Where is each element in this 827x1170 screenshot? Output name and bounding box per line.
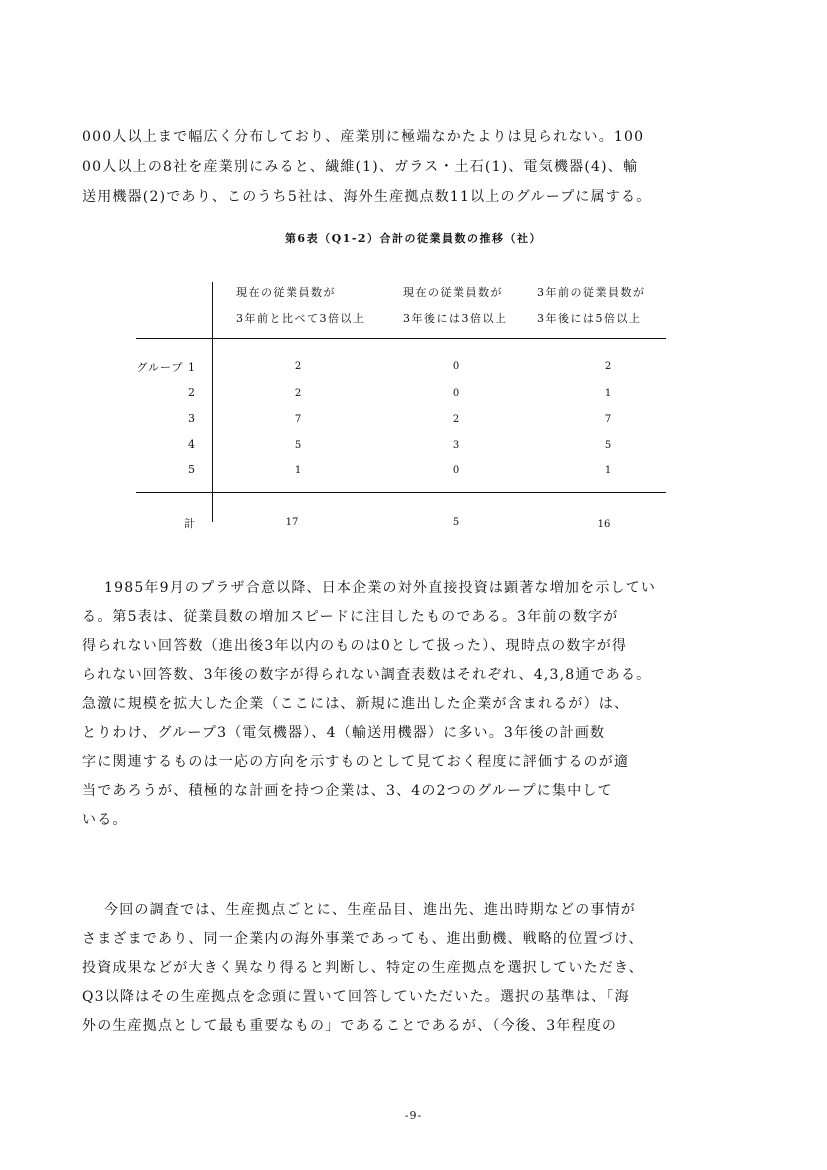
table-total-rule [136,492,666,493]
table-header-rule [136,338,666,339]
text-line: いる。 [82,812,128,828]
text-line: 外の生産拠点として最も重要なもの」であることであるが、（今後、3年程度の [82,1018,618,1034]
table-cell: 7 [604,414,612,425]
text-line: 00人以上の8社を産業別にみると、繊維(1)、ガラス・土石(1)、電気機器(4)、輸 [82,159,639,175]
text-line: られない回答数、3年後の数字が得られない調査表数はそれぞれ、4,3,8通である。 [82,667,652,683]
text-line: 当であろうが、積極的な計画を持つ企業は、3、4の2つのグループに集中して [82,783,613,799]
text-line: 投資成果などが大きく異なり得ると判断し、特定の生産拠点を選択していただき、 [82,960,644,976]
column-header-3-line-2: 3年後には5倍以上 [537,312,642,325]
table-cell: 5 [452,517,460,528]
table-cell: 2 [294,361,302,372]
table-cell: 5 [604,440,612,451]
column-header-3-line-1: 3年前の従業員数が [537,286,646,299]
row-label: グループ 1 [136,361,196,374]
column-header-1-line-2: 3年前と比べて3倍以上 [236,312,366,325]
table-cell: 3 [452,440,460,451]
table-vertical-rule [212,282,213,522]
row-label: 3 [188,412,196,425]
column-header-2-line-1: 現在の従業員数が [403,286,503,299]
text-line: 今回の調査では、生産拠点ごとに、生産品目、進出先、進出時期などの事情が [104,902,636,918]
column-header-2-line-2: 3年後には3倍以上 [403,312,508,325]
text-line: 字に関連するものは一応の方向を示すものとして見ておく程度に評価するのが適 [82,754,630,770]
table-cell: 5 [294,440,302,451]
table-caption: 第6表（Q1-2）合計の従業員数の推移（社） [284,232,543,245]
row-label: 4 [188,438,196,451]
text-line: 得られない回答数（進出後3年以内のものは0として扱った）、現時点の数字が得 [82,638,628,654]
table-cell: 1 [294,465,302,476]
table-cell: 2 [294,388,302,399]
total-label: 計 [184,517,196,530]
text-line: 000人以上まで幅広く分布しており、産業別に極端なかたよりは見られない。100 [82,129,645,145]
text-line: とりわけ、グループ3（電気機器）、4（輸送用機器）に多い。3年後の計画数 [82,725,606,741]
table-cell: 2 [452,414,460,425]
text-line: 1985年9月のプラザ合意以降、日本企業の対外直接投資は顕著な増加を示してい [104,580,657,596]
table-cell: 0 [452,388,460,399]
column-header-1-line-1: 現在の従業員数が [236,286,336,299]
text-line: る。第5表は、従業員数の増加スピードに注目したものである。3年前の数字が [82,609,619,625]
table-cell: 1 [604,388,612,399]
table-cell: 2 [604,361,612,372]
table-cell: 0 [452,361,460,372]
text-line: 急激に規模を拡大した企業（ここには、新規に進出した企業が含まれるが）は、 [82,696,630,712]
table-cell: 0 [452,465,460,476]
text-line: Q3以降はその生産拠点を念頭に置いて回答していただいた。選択の基準は、「海 [82,989,630,1005]
table-cell: 1 [604,465,612,476]
table-cell: 16 [597,519,611,530]
table-cell: 17 [285,517,299,528]
row-label: 2 [188,386,196,399]
page-number: -9- [404,1109,423,1122]
row-label: 5 [188,463,196,476]
text-line: 送用機器(2)であり、このうち5社は、海外生産拠点数11以上のグループに属する。 [82,189,652,205]
table-cell: 7 [294,414,302,425]
text-line: さまざまであり、同一企業内の海外事業であっても、進出動機、戦略的位置づけ、 [82,931,644,947]
